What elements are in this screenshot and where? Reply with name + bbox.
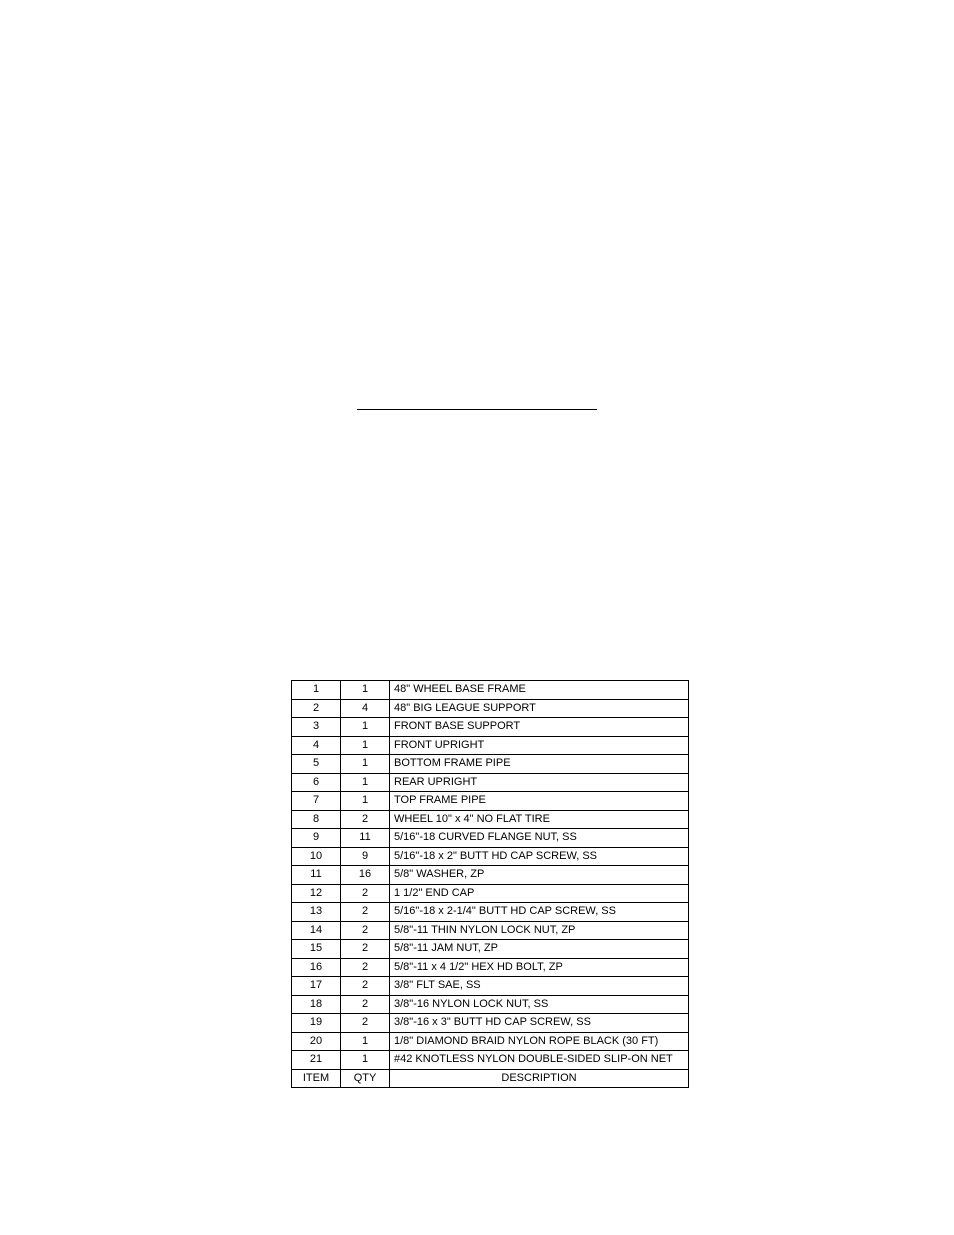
- qty-cell: 1: [341, 736, 390, 755]
- item-cell: 12: [292, 884, 341, 903]
- item-cell: 19: [292, 1014, 341, 1033]
- item-cell: 6: [292, 773, 341, 792]
- description-cell: 5/8"-11 x 4 1/2" HEX HD BOLT, ZP: [390, 958, 689, 977]
- qty-cell: 2: [341, 1014, 390, 1033]
- qty-cell: 2: [341, 903, 390, 922]
- header-qty: QTY: [341, 1069, 390, 1088]
- qty-cell: 2: [341, 958, 390, 977]
- item-cell: 11: [292, 866, 341, 885]
- item-cell: 15: [292, 940, 341, 959]
- qty-cell: 1: [341, 681, 390, 700]
- table-row: [292, 1014, 689, 1033]
- qty-cell: 1: [341, 1051, 390, 1070]
- item-cell: 5: [292, 755, 341, 774]
- qty-cell: 1: [341, 773, 390, 792]
- description-cell: 5/16"-18 CURVED FLANGE NUT, SS: [390, 829, 689, 848]
- description-cell: REAR UPRIGHT: [390, 773, 689, 792]
- description-cell: 5/16"-18 x 2-1/4" BUTT HD CAP SCREW, SS: [390, 903, 689, 922]
- qty-cell: 4: [341, 699, 390, 718]
- description-cell: #42 KNOTLESS NYLON DOUBLE-SIDED SLIP-ON NET: [390, 1051, 689, 1070]
- description-cell: 3/8"-16 x 3" BUTT HD CAP SCREW, SS: [390, 1014, 689, 1033]
- item-cell: 8: [292, 810, 341, 829]
- item-cell: 14: [292, 921, 341, 940]
- table-row: [292, 829, 689, 848]
- item-cell: 13: [292, 903, 341, 922]
- qty-cell: 2: [341, 977, 390, 996]
- description-cell: 1 1/2" END CAP: [390, 884, 689, 903]
- qty-cell: 16: [341, 866, 390, 885]
- description-cell: FRONT UPRIGHT: [390, 736, 689, 755]
- table-row: [292, 699, 689, 718]
- table-row: [292, 847, 689, 866]
- table-row: [292, 940, 689, 959]
- item-cell: 4: [292, 736, 341, 755]
- table-row: [292, 1051, 689, 1070]
- description-cell: FRONT BASE SUPPORT: [390, 718, 689, 737]
- table-row: [292, 995, 689, 1014]
- table-row: [292, 921, 689, 940]
- table-row: [292, 884, 689, 903]
- bom-header-row: [292, 1069, 689, 1088]
- table-row: [292, 773, 689, 792]
- table-row: [292, 755, 689, 774]
- description-cell: 5/8"-11 JAM NUT, ZP: [390, 940, 689, 959]
- table-row: [292, 866, 689, 885]
- table-row: [292, 810, 689, 829]
- qty-cell: 9: [341, 847, 390, 866]
- item-cell: 1: [292, 681, 341, 700]
- item-cell: 3: [292, 718, 341, 737]
- description-cell: 48" WHEEL BASE FRAME: [390, 681, 689, 700]
- table-row: [292, 1032, 689, 1051]
- qty-cell: 2: [341, 884, 390, 903]
- qty-cell: 2: [341, 810, 390, 829]
- description-cell: TOP FRAME PIPE: [390, 792, 689, 811]
- item-cell: 21: [292, 1051, 341, 1070]
- table-row: [292, 792, 689, 811]
- item-cell: 20: [292, 1032, 341, 1051]
- description-cell: 48" BIG LEAGUE SUPPORT: [390, 699, 689, 718]
- description-cell: 3/8"-16 NYLON LOCK NUT, SS: [390, 995, 689, 1014]
- bom-table-body: [292, 681, 689, 1088]
- bill-of-materials-table: [291, 680, 689, 1088]
- item-cell: 10: [292, 847, 341, 866]
- item-cell: 17: [292, 977, 341, 996]
- description-cell: WHEEL 10" x 4" NO FLAT TIRE: [390, 810, 689, 829]
- table-row: [292, 681, 689, 700]
- qty-cell: 1: [341, 755, 390, 774]
- qty-cell: 2: [341, 940, 390, 959]
- qty-cell: 1: [341, 792, 390, 811]
- item-cell: 7: [292, 792, 341, 811]
- horizontal-rule: [357, 409, 597, 410]
- item-cell: 9: [292, 829, 341, 848]
- table-row: [292, 958, 689, 977]
- item-cell: 18: [292, 995, 341, 1014]
- table-row: [292, 977, 689, 996]
- description-cell: 3/8" FLT SAE, SS: [390, 977, 689, 996]
- qty-cell: 11: [341, 829, 390, 848]
- table-row: [292, 718, 689, 737]
- qty-cell: 1: [341, 1032, 390, 1051]
- description-cell: 5/8"-11 THIN NYLON LOCK NUT, ZP: [390, 921, 689, 940]
- description-cell: 5/8" WASHER, ZP: [390, 866, 689, 885]
- header-description: DESCRIPTION: [390, 1069, 689, 1088]
- item-cell: 2: [292, 699, 341, 718]
- qty-cell: 2: [341, 995, 390, 1014]
- header-item: ITEM: [292, 1069, 341, 1088]
- qty-cell: 2: [341, 921, 390, 940]
- description-cell: 5/16"-18 x 2" BUTT HD CAP SCREW, SS: [390, 847, 689, 866]
- description-cell: 1/8" DIAMOND BRAID NYLON ROPE BLACK (30 FT): [390, 1032, 689, 1051]
- item-cell: 16: [292, 958, 341, 977]
- qty-cell: 1: [341, 718, 390, 737]
- table-row: [292, 736, 689, 755]
- description-cell: BOTTOM FRAME PIPE: [390, 755, 689, 774]
- table-row: [292, 903, 689, 922]
